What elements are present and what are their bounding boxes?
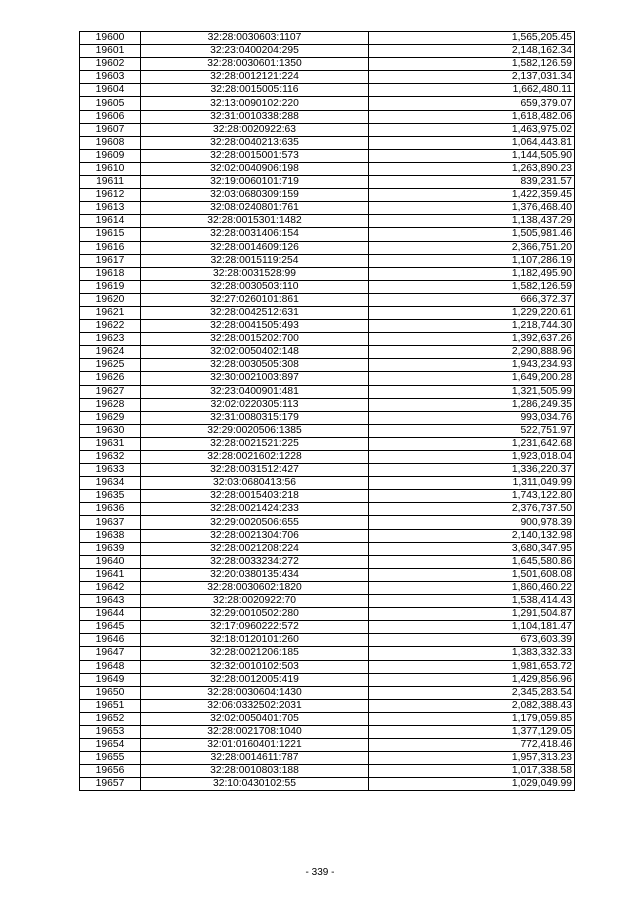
row-id-cell: 19654 [80, 739, 141, 752]
amount-cell: 1,649,200.28 [369, 372, 575, 385]
cadastral-number-cell: 32:28:0030505:308 [141, 359, 369, 372]
cadastral-number-cell: 32:28:0015119:254 [141, 254, 369, 267]
amount-cell: 1,376,468.40 [369, 202, 575, 215]
row-id-cell: 19636 [80, 503, 141, 516]
cadastral-number-cell: 32:01:0160401:1221 [141, 739, 369, 752]
row-id-cell: 19641 [80, 568, 141, 581]
cadastral-number-cell: 32:28:0014611:787 [141, 752, 369, 765]
amount-cell: 1,429,856.96 [369, 673, 575, 686]
row-id-cell: 19600 [80, 32, 141, 45]
table-row [80, 123, 575, 136]
row-id-cell: 19627 [80, 385, 141, 398]
row-id-cell: 19624 [80, 346, 141, 359]
amount-cell: 1,182,495.90 [369, 267, 575, 280]
amount-cell: 1,505,981.46 [369, 228, 575, 241]
amount-cell: 1,179,059.85 [369, 712, 575, 725]
row-id-cell: 19645 [80, 621, 141, 634]
amount-cell: 1,107,286.19 [369, 254, 575, 267]
table-row [80, 581, 575, 594]
row-id-cell: 19601 [80, 45, 141, 58]
row-id-cell: 19618 [80, 267, 141, 280]
amount-cell: 2,140,132.98 [369, 529, 575, 542]
cadastral-number-cell: 32:10:0430102:55 [141, 778, 369, 791]
row-id-cell: 19621 [80, 306, 141, 319]
cadastral-number-cell: 32:28:0030503:110 [141, 280, 369, 293]
table-row [80, 162, 575, 175]
cadastral-number-cell: 32:28:0030602:1820 [141, 581, 369, 594]
row-id-cell: 19630 [80, 424, 141, 437]
cadastral-number-cell: 32:28:0030604:1430 [141, 686, 369, 699]
cadastral-number-cell: 32:28:0012005:419 [141, 673, 369, 686]
amount-cell: 1,377,129.05 [369, 725, 575, 738]
row-id-cell: 19626 [80, 372, 141, 385]
page-number: - 339 - [305, 867, 335, 878]
cadastral-number-cell: 32:28:0015001:573 [141, 149, 369, 162]
table-row [80, 58, 575, 71]
table-row [80, 411, 575, 424]
cadastral-number-cell: 32:27:0260101:861 [141, 293, 369, 306]
table-row [80, 202, 575, 215]
cadastral-number-cell: 32:08:0240801:761 [141, 202, 369, 215]
row-id-cell: 19653 [80, 725, 141, 738]
table-row [80, 686, 575, 699]
amount-cell: 2,290,888.96 [369, 346, 575, 359]
amount-cell: 1,392,637.26 [369, 333, 575, 346]
amount-cell: 1,291,504.87 [369, 608, 575, 621]
cadastral-number-cell: 32:23:0400204:295 [141, 45, 369, 58]
cadastral-number-cell: 32:23:0400901:481 [141, 385, 369, 398]
row-id-cell: 19648 [80, 660, 141, 673]
cadastral-number-cell: 32:32:0010102:503 [141, 660, 369, 673]
cadastral-number-cell: 32:28:0020922:70 [141, 595, 369, 608]
row-id-cell: 19606 [80, 110, 141, 123]
table-row [80, 359, 575, 372]
table-row [80, 451, 575, 464]
amount-cell: 1,463,975.02 [369, 123, 575, 136]
amount-cell: 1,538,414.43 [369, 595, 575, 608]
table-row [80, 699, 575, 712]
amount-cell: 2,148,162.34 [369, 45, 575, 58]
cadastral-number-cell: 32:30:0021003:897 [141, 372, 369, 385]
amount-cell: 1,565,205.45 [369, 32, 575, 45]
table-row [80, 568, 575, 581]
table-row [80, 71, 575, 84]
amount-cell: 1,263,890.23 [369, 162, 575, 175]
row-id-cell: 19608 [80, 136, 141, 149]
table-row [80, 241, 575, 254]
row-id-cell: 19638 [80, 529, 141, 542]
cadastral-number-cell: 32:28:0031528:99 [141, 267, 369, 280]
amount-cell: 1,662,480.11 [369, 84, 575, 97]
amount-cell: 1,138,437.29 [369, 215, 575, 228]
row-id-cell: 19628 [80, 398, 141, 411]
cadastral-number-cell: 32:02:0050401:705 [141, 712, 369, 725]
table-row [80, 739, 575, 752]
cadastral-number-cell: 32:28:0015202:700 [141, 333, 369, 346]
table-row [80, 320, 575, 333]
row-id-cell: 19642 [80, 581, 141, 594]
row-id-cell: 19640 [80, 555, 141, 568]
amount-cell: 3,680,347.95 [369, 542, 575, 555]
amount-cell: 1,645,580.86 [369, 555, 575, 568]
amount-cell: 900,978.39 [369, 516, 575, 529]
table-row [80, 149, 575, 162]
row-id-cell: 19655 [80, 752, 141, 765]
amount-cell: 1,501,608.08 [369, 568, 575, 581]
row-id-cell: 19637 [80, 516, 141, 529]
row-id-cell: 19634 [80, 477, 141, 490]
table-row [80, 752, 575, 765]
table-row [80, 228, 575, 241]
row-id-cell: 19620 [80, 293, 141, 306]
row-id-cell: 19625 [80, 359, 141, 372]
amount-cell: 1,286,249.35 [369, 398, 575, 411]
table-row [80, 372, 575, 385]
amount-cell: 2,137,031.34 [369, 71, 575, 84]
table-row [80, 267, 575, 280]
cadastral-number-cell: 32:28:0012121:224 [141, 71, 369, 84]
amount-cell: 673,603.39 [369, 634, 575, 647]
table-row [80, 595, 575, 608]
cadastral-number-cell: 32:28:0021206:185 [141, 647, 369, 660]
table-row [80, 542, 575, 555]
table-row [80, 254, 575, 267]
table-row [80, 477, 575, 490]
table-row [80, 346, 575, 359]
cadastral-number-cell: 32:29:0020506:655 [141, 516, 369, 529]
row-id-cell: 19633 [80, 464, 141, 477]
table-row [80, 97, 575, 110]
table-row [80, 306, 575, 319]
table-row [80, 110, 575, 123]
cadastral-number-cell: 32:03:0680413:56 [141, 477, 369, 490]
table-row [80, 765, 575, 778]
table-row [80, 490, 575, 503]
cadastral-number-cell: 32:28:0010803:188 [141, 765, 369, 778]
table-row [80, 84, 575, 97]
cadastral-number-cell: 32:28:0021304:706 [141, 529, 369, 542]
row-id-cell: 19644 [80, 608, 141, 621]
table-row [80, 45, 575, 58]
table-row [80, 647, 575, 660]
table-row [80, 215, 575, 228]
row-id-cell: 19646 [80, 634, 141, 647]
amount-cell: 1,943,234.93 [369, 359, 575, 372]
cadastral-number-cell: 32:28:0015005:116 [141, 84, 369, 97]
row-id-cell: 19617 [80, 254, 141, 267]
amount-cell: 1,104,181.47 [369, 621, 575, 634]
row-id-cell: 19610 [80, 162, 141, 175]
table-row [80, 464, 575, 477]
records-table [79, 31, 575, 791]
table-row [80, 673, 575, 686]
cadastral-number-cell: 32:29:0020506:1385 [141, 424, 369, 437]
cadastral-number-cell: 32:19:0060101:719 [141, 176, 369, 189]
cadastral-number-cell: 32:17:0960222:572 [141, 621, 369, 634]
amount-cell: 1,860,460.22 [369, 581, 575, 594]
row-id-cell: 19611 [80, 176, 141, 189]
row-id-cell: 19612 [80, 189, 141, 202]
amount-cell: 1,336,220.37 [369, 464, 575, 477]
cadastral-number-cell: 32:28:0030601:1350 [141, 58, 369, 71]
row-id-cell: 19615 [80, 228, 141, 241]
amount-cell: 1,231,642.68 [369, 437, 575, 450]
table-row [80, 32, 575, 45]
cadastral-number-cell: 32:28:0021521:225 [141, 437, 369, 450]
row-id-cell: 19616 [80, 241, 141, 254]
amount-cell: 1,229,220.61 [369, 306, 575, 319]
row-id-cell: 19623 [80, 333, 141, 346]
table-row [80, 725, 575, 738]
cadastral-number-cell: 32:28:0040213:635 [141, 136, 369, 149]
cadastral-number-cell: 32:02:0220305:113 [141, 398, 369, 411]
row-id-cell: 19657 [80, 778, 141, 791]
row-id-cell: 19656 [80, 765, 141, 778]
row-id-cell: 19604 [80, 84, 141, 97]
amount-cell: 1,422,359.45 [369, 189, 575, 202]
amount-cell: 1,029,049.99 [369, 778, 575, 791]
records-table-body [80, 32, 575, 791]
row-id-cell: 19647 [80, 647, 141, 660]
cadastral-number-cell: 32:28:0030603:1107 [141, 32, 369, 45]
row-id-cell: 19619 [80, 280, 141, 293]
amount-cell: 1,383,332.33 [369, 647, 575, 660]
cadastral-number-cell: 32:28:0021602:1228 [141, 451, 369, 464]
cadastral-number-cell: 32:28:0021424:233 [141, 503, 369, 516]
row-id-cell: 19652 [80, 712, 141, 725]
cadastral-number-cell: 32:28:0015403:218 [141, 490, 369, 503]
amount-cell: 1,582,126.59 [369, 280, 575, 293]
amount-cell: 2,082,388.43 [369, 699, 575, 712]
table-row [80, 555, 575, 568]
amount-cell: 522,751.97 [369, 424, 575, 437]
cadastral-number-cell: 32:31:0080315:179 [141, 411, 369, 424]
row-id-cell: 19643 [80, 595, 141, 608]
row-id-cell: 19622 [80, 320, 141, 333]
table-row [80, 398, 575, 411]
table-row [80, 712, 575, 725]
row-id-cell: 19635 [80, 490, 141, 503]
amount-cell: 1,618,482.06 [369, 110, 575, 123]
amount-cell: 1,321,505.99 [369, 385, 575, 398]
row-id-cell: 19629 [80, 411, 141, 424]
row-id-cell: 19614 [80, 215, 141, 228]
cadastral-number-cell: 32:28:0021208:224 [141, 542, 369, 555]
row-id-cell: 19632 [80, 451, 141, 464]
cadastral-number-cell: 32:28:0021708:1040 [141, 725, 369, 738]
row-id-cell: 19605 [80, 97, 141, 110]
table-row [80, 293, 575, 306]
amount-cell: 1,017,338.58 [369, 765, 575, 778]
table-row [80, 424, 575, 437]
amount-cell: 1,311,049.99 [369, 477, 575, 490]
amount-cell: 2,345,283.54 [369, 686, 575, 699]
table-row [80, 385, 575, 398]
amount-cell: 2,376,737.50 [369, 503, 575, 516]
table-row [80, 516, 575, 529]
cadastral-number-cell: 32:02:0050402:148 [141, 346, 369, 359]
cadastral-number-cell: 32:28:0042512:631 [141, 306, 369, 319]
amount-cell: 666,372.37 [369, 293, 575, 306]
row-id-cell: 19631 [80, 437, 141, 450]
cadastral-number-cell: 32:31:0010338:288 [141, 110, 369, 123]
table-row [80, 280, 575, 293]
table-row [80, 660, 575, 673]
amount-cell: 1,064,443.81 [369, 136, 575, 149]
cadastral-number-cell: 32:20:0380135:434 [141, 568, 369, 581]
cadastral-number-cell: 32:13:0090102:220 [141, 97, 369, 110]
row-id-cell: 19650 [80, 686, 141, 699]
cadastral-number-cell: 32:28:0015301:1482 [141, 215, 369, 228]
amount-cell: 1,981,653.72 [369, 660, 575, 673]
table-row [80, 778, 575, 791]
cadastral-number-cell: 32:29:0010502:280 [141, 608, 369, 621]
cadastral-number-cell: 32:03:0680309:159 [141, 189, 369, 202]
row-id-cell: 19603 [80, 71, 141, 84]
cadastral-number-cell: 32:28:0031512:427 [141, 464, 369, 477]
amount-cell: 839,231.57 [369, 176, 575, 189]
table-row [80, 503, 575, 516]
amount-cell: 1,957,313.23 [369, 752, 575, 765]
cadastral-number-cell: 32:18:0120101:260 [141, 634, 369, 647]
cadastral-number-cell: 32:28:0031406:154 [141, 228, 369, 241]
cadastral-number-cell: 32:06:0332502:2031 [141, 699, 369, 712]
table-row [80, 634, 575, 647]
table-row [80, 621, 575, 634]
table-row [80, 437, 575, 450]
row-id-cell: 19639 [80, 542, 141, 555]
table-row [80, 176, 575, 189]
amount-cell: 1,582,126.59 [369, 58, 575, 71]
amount-cell: 772,418.46 [369, 739, 575, 752]
amount-cell: 2,366,751.20 [369, 241, 575, 254]
table-row [80, 189, 575, 202]
row-id-cell: 19651 [80, 699, 141, 712]
cadastral-number-cell: 32:28:0041505:493 [141, 320, 369, 333]
table-row [80, 136, 575, 149]
cadastral-number-cell: 32:28:0014609:126 [141, 241, 369, 254]
amount-cell: 1,218,744.30 [369, 320, 575, 333]
row-id-cell: 19607 [80, 123, 141, 136]
cadastral-number-cell: 32:28:0033234:272 [141, 555, 369, 568]
row-id-cell: 19609 [80, 149, 141, 162]
amount-cell: 993,034.76 [369, 411, 575, 424]
table-row [80, 333, 575, 346]
row-id-cell: 19649 [80, 673, 141, 686]
cadastral-number-cell: 32:02:0040906:198 [141, 162, 369, 175]
row-id-cell: 19602 [80, 58, 141, 71]
table-row [80, 529, 575, 542]
amount-cell: 1,144,505.90 [369, 149, 575, 162]
amount-cell: 1,743,122.80 [369, 490, 575, 503]
table-row [80, 608, 575, 621]
row-id-cell: 19613 [80, 202, 141, 215]
amount-cell: 1,923,018.04 [369, 451, 575, 464]
amount-cell: 659,379.07 [369, 97, 575, 110]
cadastral-number-cell: 32:28:0020922:63 [141, 123, 369, 136]
